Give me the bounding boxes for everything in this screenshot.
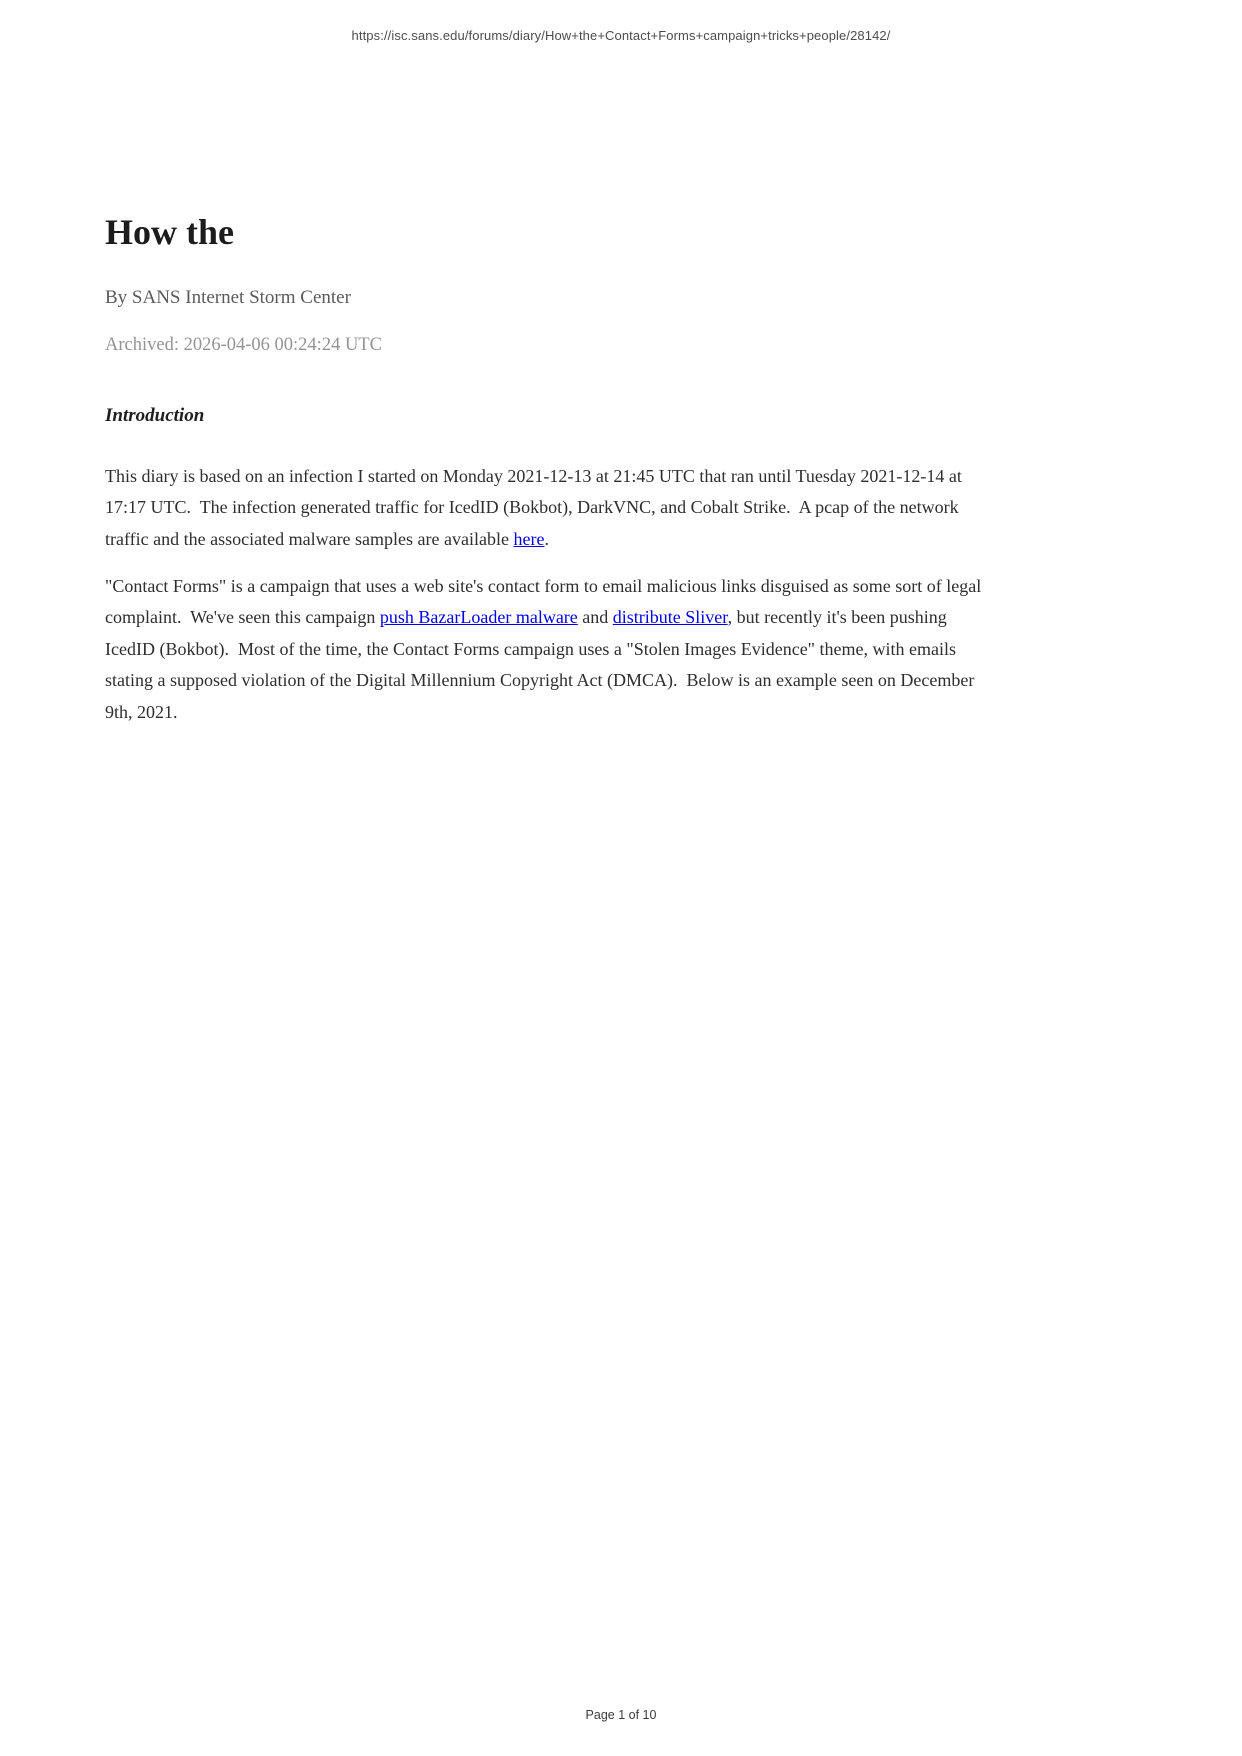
- page-number-label: Page 1 of 10: [585, 1708, 657, 1722]
- bazarloader-malware-link[interactable]: push BazarLoader malware: [379, 607, 578, 628]
- paragraph-2-text-start: "Contact Forms" is a campaign that uses a web site's contact form to email malicious links disguised as some sort of legal complaint. We've seen this campaign: [105, 575, 986, 628]
- paragraph-2-text-end: , but recently it's been pushing IcedID (Bokbot). Most of the time, the Contact Forms campaign uses a "Stolen Images Evidence" theme, with emails stating a supposed violation of the Digital Millennium Copyright Act (DMCA). Below is an example seen on December 9th, 2021.: [105, 607, 979, 722]
- paragraph-1-text: This diary is based on an infection I started on Monday 2021-12-13 at 21:45 UTC that ran until Tuesday 2021-12-14 at 17:17 UTC. The infection generated traffic for IcedID (Bokbot), DarkVNC, and Cobalt Strike. A pcap of the network traffic and the associated malware samples are available: [105, 465, 967, 549]
- article-title: How the: [105, 212, 234, 252]
- article-byline: By SANS Internet Storm Center: [105, 287, 351, 308]
- article: [105, 0, 998, 729]
- paragraph-2: [105, 571, 998, 729]
- paragraph-1: [105, 461, 998, 556]
- print-footer: [0, 1708, 1242, 1722]
- section-heading-introduction: Introduction: [105, 405, 205, 427]
- distribute-sliver-link[interactable]: distribute Sliver: [612, 607, 728, 628]
- paragraph-2-text-between: and: [577, 607, 613, 628]
- archived-timestamp: Archived: 2026-04-06 00:24:24 UTC: [105, 334, 382, 355]
- pcap-here-link[interactable]: here: [513, 528, 545, 549]
- source-url: https://isc.sans.edu/forums/diary/How+the+Contact+Forms+campaign+tricks+people/28142/: [351, 28, 891, 43]
- paragraph-1-text-end: .: [544, 528, 549, 549]
